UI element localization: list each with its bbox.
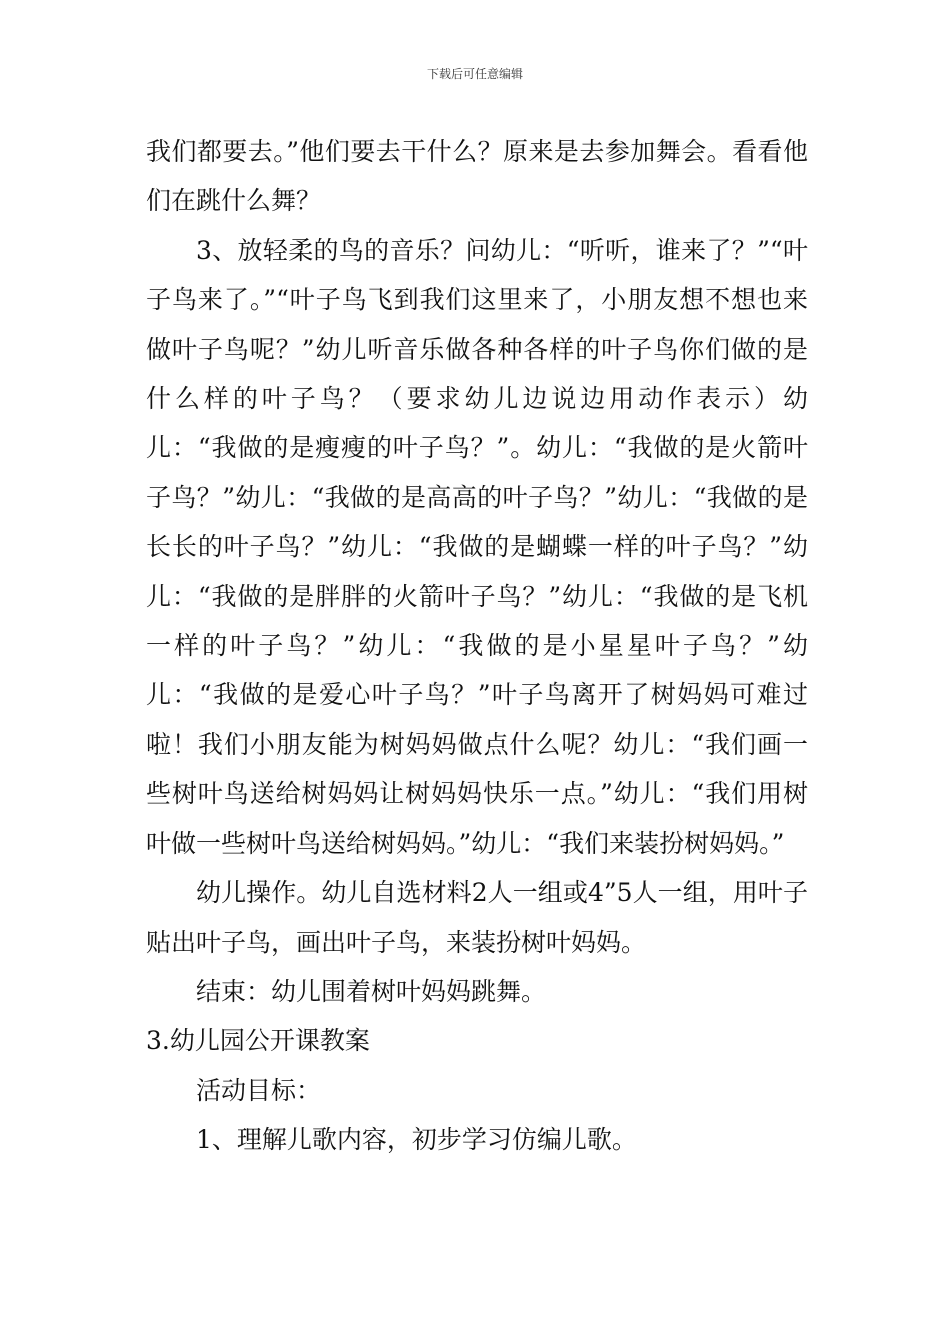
page-header-note: 下载后可任意编辑: [426, 67, 523, 81]
paragraph-activity-goals: 活动目标：: [196, 1075, 322, 1105]
section-heading: 3.幼儿园公开课教案: [146, 1026, 370, 1056]
document-body: [146, 127, 808, 1165]
paragraph-child-operation: 幼儿操作。幼儿自选材料2人一组或4”5人一组，用叶子贴出叶子鸟，画出叶子鸟，来装扮树叶妈妈。: [146, 878, 808, 957]
paragraph-leaf-bird-music: 3、放轻柔的鸟的音乐？问幼儿：“听听，谁来了？”“叶子鸟来了。”“叶子鸟飞到我们这里来了，小朋友想不想也来做叶子鸟呢？”幼儿听音乐做各种各样的叶子鸟你们做的是什么样的叶子鸟？（要求幼儿边说边用动作表示）幼儿：“我做的是瘦瘦的叶子鸟？”。幼儿：“我做的是火箭叶子鸟？”幼儿：“我做的是高高的叶子鸟？”幼儿：“我做的是长长的叶子鸟？”幼儿：“我做的是蝴蝶一样的叶子鸟？”幼儿：“我做的是胖胖的火箭叶子鸟？”幼儿：“我做的是飞机一样的叶子鸟？”幼儿：“我做的是小星星叶子鸟？”幼儿：“我做的是爱心叶子鸟？”叶子鸟离开了树妈妈可难过啦！我们小朋友能为树妈妈做点什么呢？幼儿：“我们画一些树叶鸟送给树妈妈让树妈妈快乐一点。”幼儿：“我们用树叶做一些树叶鸟送给树妈妈。”幼儿：“我们来装扮树妈妈。”: [146, 235, 808, 858]
paragraph-ending: 结束：幼儿围着树叶妈妈跳舞。: [196, 976, 547, 1006]
paragraph-dance-question: 我们都要去。”他们要去干什么？原来是去参加舞会。看看他们在跳什么舞？: [146, 137, 808, 216]
paragraph-goal-1: 1、理解儿歌内容，初步学习仿编儿歌。: [196, 1125, 637, 1155]
